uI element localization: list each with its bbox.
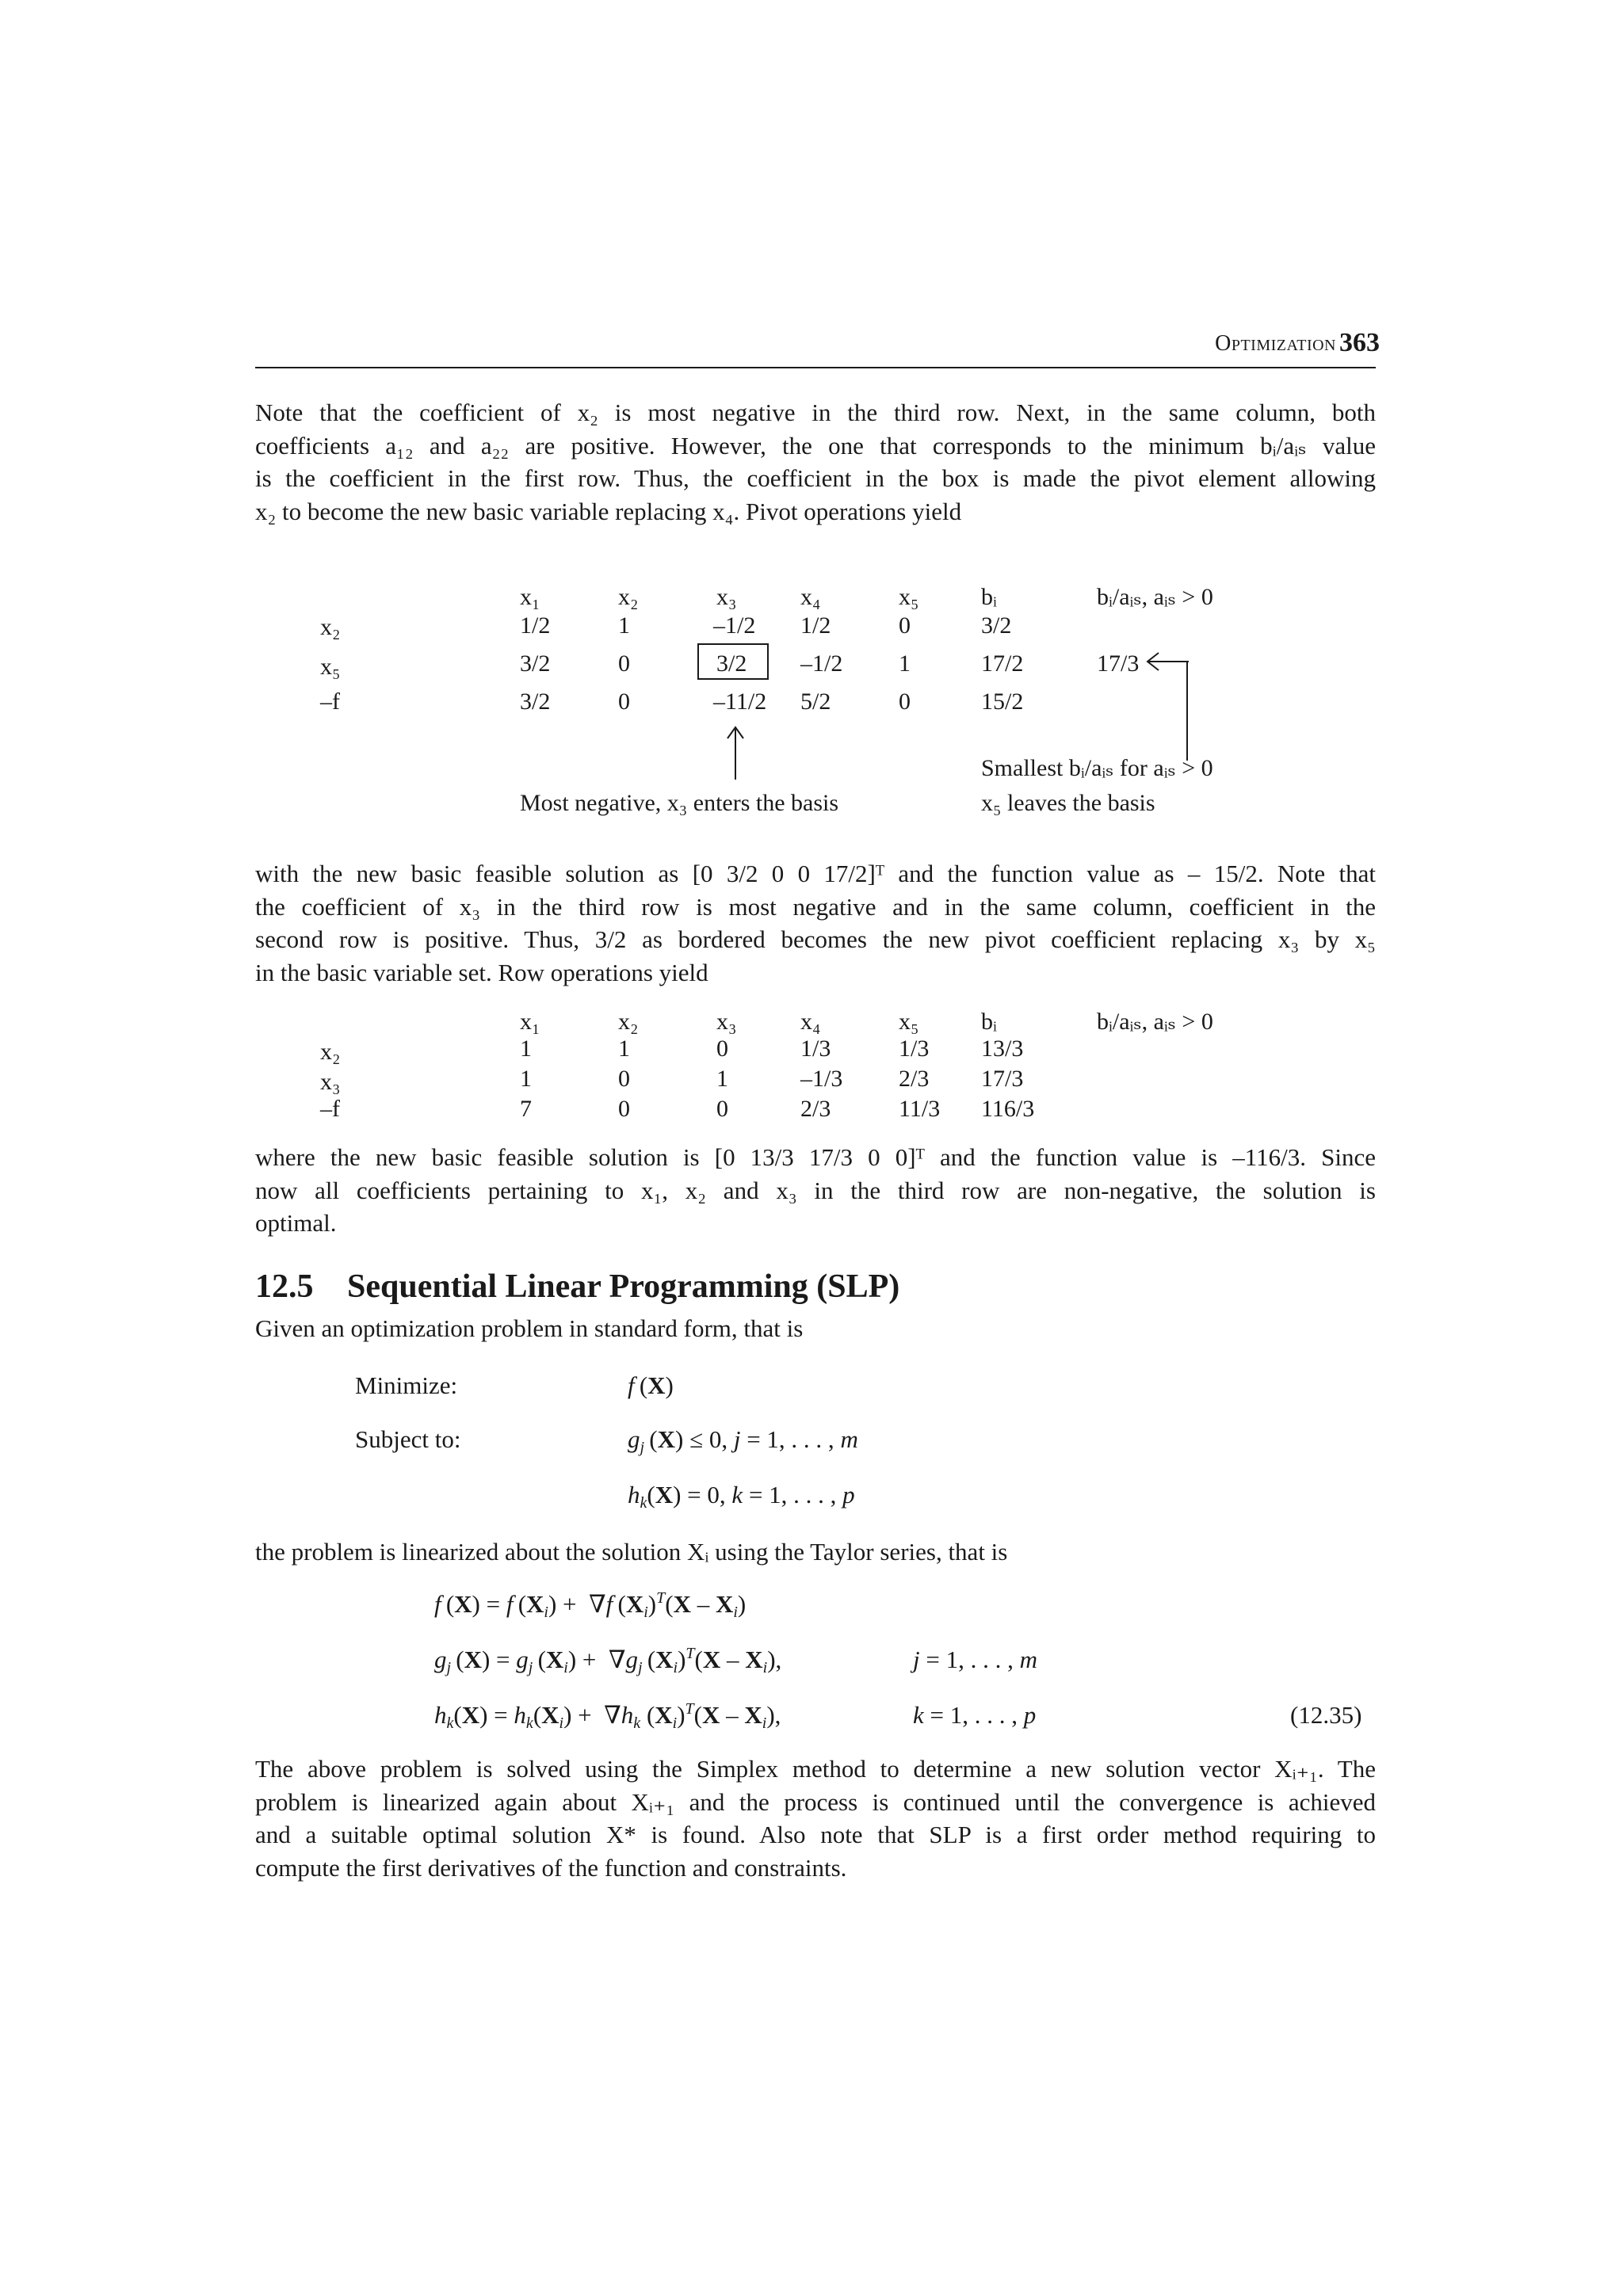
note-enters-basis: Most negative, x₃ enters the basis — [520, 790, 839, 816]
col-header: bᵢ/aᵢₛ, aᵢₛ > 0 — [1097, 1009, 1213, 1035]
col-header: x₅ — [899, 584, 919, 610]
table-cell: 0 — [618, 1066, 630, 1092]
running-title: Optimization — [1215, 331, 1336, 356]
col-header: x₄ — [800, 584, 821, 610]
text-line: optimal. — [255, 1209, 337, 1237]
equality-linearization: $h_k(X) = h_k(X_i) + \nabla h_k$ $(X_i)^T(X - X_i)$, — [434, 1700, 781, 1732]
col-header: x₂ — [618, 584, 639, 610]
after-paragraph — [255, 1141, 1376, 1240]
col-header: x₄ — [800, 1009, 821, 1035]
col-header: x₅ — [899, 1009, 919, 1035]
text-line: The above problem is solved using the Simplex method to determine a new solution vector Xᵢ₊₁. The — [255, 1755, 1376, 1783]
table-cell: 13/3 — [981, 1035, 1024, 1062]
inequality-constraint-expr: $g_j$ (X) ≤ 0, j = 1, . . . , m — [628, 1425, 858, 1456]
table-cell: 0 — [618, 1096, 630, 1122]
row-label: –f — [320, 1096, 340, 1122]
text-line: in the basic variable set. Row operations yield — [255, 958, 708, 986]
table-cell: 3/2 — [520, 650, 551, 677]
table-cell: 0 — [716, 1035, 728, 1062]
row-label: –f — [320, 688, 340, 715]
table-cell: 2/3 — [899, 1066, 930, 1092]
table-cell: 1/2 — [520, 612, 551, 639]
leave-arrow-icon — [1148, 662, 1187, 761]
section-title: Sequential Linear Programming (SLP) — [347, 1268, 900, 1305]
final-paragraph — [255, 1753, 1376, 1884]
row-label: x₂ — [320, 1039, 341, 1065]
text-line: second row is positive. Thus, 3/2 as bordered becomes the new pivot coefficient replacing x₃ by x₅ — [255, 925, 1376, 953]
col-header: x₃ — [716, 1009, 737, 1035]
table-cell: 5/2 — [800, 688, 831, 715]
text-line: with the new basic feasible solution as [0 3/2 0 0 17/2]ᵀ and the function value as – 15/2. Note that — [255, 860, 1376, 887]
text-line: now all coefficients pertaining to x₁, x₂ and x₃ in the third row are non-negative, the solution is — [255, 1176, 1376, 1204]
inequality-index-range: j = 1, . . . , m — [913, 1646, 1037, 1673]
text-line: where the new basic feasible solution is [0 13/3 17/3 0 0]ᵀ and the function value is –116/3. Since — [255, 1143, 1376, 1171]
table-cell: –1/2 — [800, 650, 843, 677]
table-cell: 1 — [520, 1066, 532, 1092]
col-header: x₃ — [716, 584, 737, 610]
text-line: compute the first derivatives of the function and constraints. — [255, 1853, 847, 1882]
table-cell: 7 — [520, 1096, 532, 1122]
text-line: the coefficient of x₃ in the third row is most negative and in the same column, coefficient in the — [255, 892, 1376, 921]
table-cell: 0 — [618, 650, 630, 677]
text-line: problem is linearized again about Xᵢ₊₁ and the process is continued until the convergence is achieved — [255, 1787, 1376, 1816]
row-label: x₂ — [320, 614, 341, 640]
col-header: bᵢ — [981, 584, 997, 610]
equation-number: (12.35) — [1290, 1701, 1362, 1729]
table-cell: 17/3 — [981, 1066, 1024, 1092]
col-header: bᵢ/aᵢₛ, aᵢₛ > 0 — [1097, 584, 1213, 610]
section-heading — [255, 1268, 899, 1306]
mid-paragraph — [255, 857, 1376, 989]
table-cell: 1 — [520, 1035, 532, 1062]
row-label: x₅ — [320, 654, 341, 680]
text-line: coefficients a₁₂ and a₂₂ are positive. However, the one that corresponds to the minimum bᵢ/aᵢₛ value — [255, 431, 1376, 460]
table-cell: 0 — [899, 612, 911, 639]
table-cell: 15/2 — [981, 688, 1024, 715]
linearize-line: the problem is linearized about the solution Xᵢ using the Taylor series, that is — [255, 1538, 1008, 1566]
section-intro: Given an optimization problem in standard form, that is — [255, 1314, 804, 1342]
text-line: is the coefficient in the first row. Thus, the coefficient in the box is made the pivot element allowing — [255, 464, 1376, 492]
pivot-cell: 3/2 — [716, 650, 747, 677]
equality-constraint-expr: $h_k(X) = 0$, k = 1, . . . , p — [628, 1481, 855, 1512]
table-cell: 11/3 — [899, 1096, 941, 1122]
equality-index-range: k = 1, . . . , p — [913, 1701, 1037, 1729]
text-line: Note that the coefficient of x₂ is most negative in the third row. Next, in the same column, both — [255, 399, 1376, 426]
col-header: x₁ — [520, 1009, 540, 1035]
table-cell: 1/3 — [800, 1035, 831, 1062]
table-cell: 0 — [716, 1096, 728, 1122]
text-line: x₂ to become the new basic variable replacing x₄. Pivot operations yield — [255, 497, 962, 525]
objective-linearization: f (X) = f $(X_i) + \nabla f$ $(X_i)^T(X - X_i)$ — [434, 1589, 747, 1621]
subject-to-label: Subject to: — [355, 1425, 461, 1453]
row-label: x₃ — [320, 1069, 341, 1095]
inequality-linearization: $g_j$ $(X) = g_j$ $(X_i) + \nabla g_j$ $(X_i)^T(X - X_i)$, — [434, 1645, 782, 1676]
table-cell: 116/3 — [981, 1096, 1035, 1122]
col-header: x₂ — [618, 1009, 639, 1035]
table-cell: 1/2 — [800, 612, 831, 639]
table-cell: 1 — [716, 1066, 728, 1092]
table-cell: 3/2 — [981, 612, 1012, 639]
table-cell: 1 — [618, 612, 630, 639]
col-header: x₁ — [520, 584, 540, 610]
section-number: 12.5 — [255, 1268, 314, 1305]
note-smallest-ratio: Smallest bᵢ/aᵢₛ for aᵢₛ > 0 — [981, 755, 1213, 781]
table-cell: 1/3 — [899, 1035, 930, 1062]
page-number: 363 — [1339, 328, 1380, 357]
table-cell: –11/2 — [713, 688, 767, 715]
table-cell: 3/2 — [520, 688, 551, 715]
objective-expr: f (X) — [628, 1371, 674, 1399]
table-cell: 1 — [899, 650, 911, 677]
table-cell: –1/2 — [713, 612, 756, 639]
table-cell: 0 — [618, 688, 630, 715]
table-cell: –1/3 — [800, 1066, 843, 1092]
ratio-cell: 17/3 — [1097, 650, 1140, 677]
table-cell: 17/2 — [981, 650, 1024, 677]
note-leaves-basis: x₅ leaves the basis — [981, 790, 1155, 816]
text-line: and a suitable optimal solution X* is found. Also note that SLP is a first order method requiring to — [255, 1821, 1376, 1848]
table-cell: 1 — [618, 1035, 630, 1062]
table-cell: 0 — [899, 688, 911, 715]
col-header: bᵢ — [981, 1009, 997, 1035]
minimize-label: Minimize: — [355, 1371, 458, 1399]
table-cell: 2/3 — [800, 1096, 831, 1122]
